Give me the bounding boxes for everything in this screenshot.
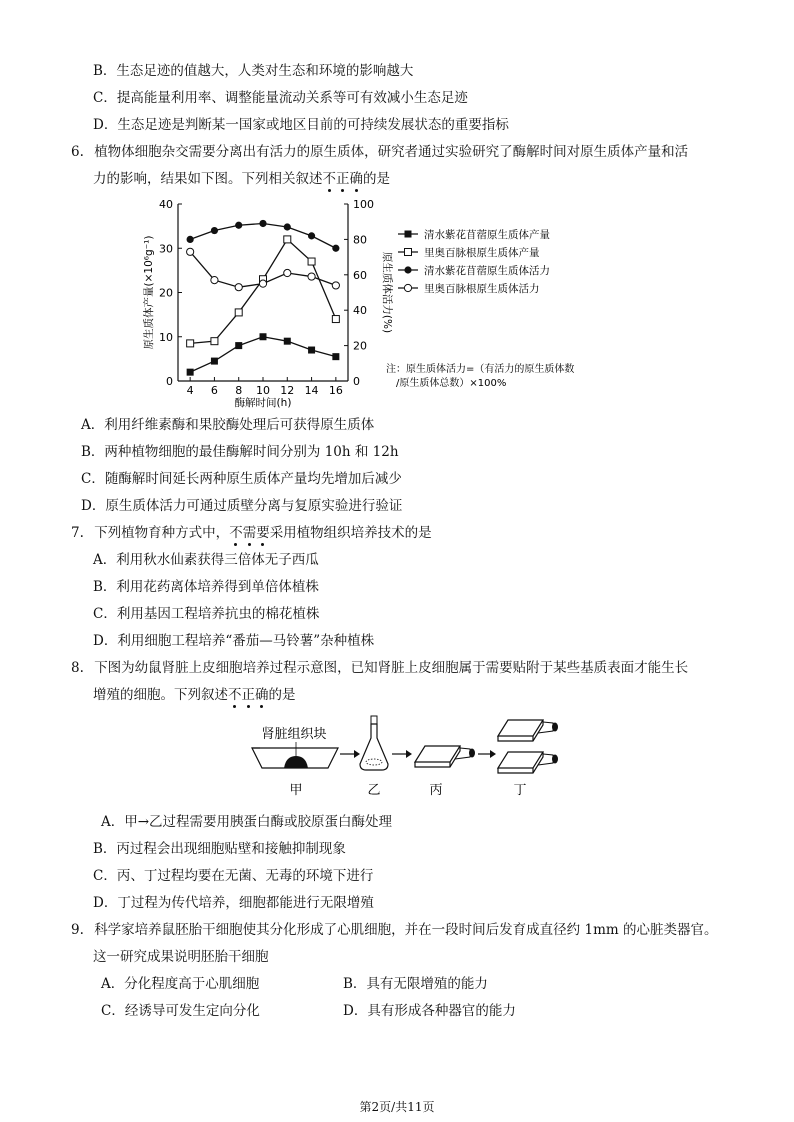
arrow-2 (392, 750, 412, 758)
option-b-prev: B．生态足迹的值越大，人类对生态和环境的影响越大 (93, 63, 414, 79)
legend-label-1: 里奥百脉根原生质体产量 (424, 247, 540, 259)
x-tick-label: 8 (235, 384, 243, 397)
bottle-bing (415, 746, 475, 767)
right-tick-label: 80 (353, 233, 367, 247)
bottle-ding-top (498, 720, 558, 741)
x-tick-label: 12 (280, 384, 295, 397)
left-tick-label: 30 (159, 242, 173, 256)
q9-option-d: D．具有形成各种器官的能力 (343, 1003, 516, 1019)
q7-option-a: A．利用秋水仙素获得三倍体无子西瓜 (93, 552, 319, 568)
label-ding: 丁 (513, 783, 527, 798)
option-c-prev: C．提高能量利用率、调整能量流动关系等可有效减小生态足迹 (93, 90, 468, 106)
cell-culture-figure (250, 712, 570, 802)
series-0-point (332, 353, 339, 360)
label-yi: 乙 (367, 783, 381, 798)
q9-option-b: B．具有无限增殖的能力 (343, 976, 488, 992)
q8-number: 8. (71, 660, 84, 676)
left-tick-label: 40 (159, 198, 173, 211)
legend-label-0: 清水紫花苜蓿原生质体产量 (424, 229, 550, 241)
series-0-point (211, 358, 218, 365)
series-1-point (284, 236, 291, 243)
q9-stem-line1: 9. 科学家培养鼠胚胎干细胞使其分化形成了心肌细胞，并在一段时间后发育成直径约 1mm 的心脏类器官。 (71, 922, 718, 938)
chart-note-line2: /原生质体总数）×100% (396, 378, 507, 389)
left-tick-label: 20 (159, 286, 173, 300)
option-d-prev: D．生态足迹是判断某一国家或地区目前的可持续发展状态的重要指标 (93, 117, 509, 133)
series-2-point (308, 232, 315, 239)
series-3-point (332, 282, 339, 289)
legend-marker-0 (405, 231, 412, 238)
series-2-point (211, 227, 218, 234)
q8-option-d: D．丁过程为传代培养，细胞都能进行无限增殖 (93, 895, 374, 911)
series-0-point (284, 338, 291, 345)
q6-option-c: C．随酶解时间延长两种原生质体产量均先增加后减少 (81, 471, 402, 487)
q6-stem-line2: 力的影响，结果如下图。下列相关叙述不正确的是 (93, 171, 390, 187)
series-0-point (187, 369, 194, 376)
cell-culture-svg (250, 712, 570, 802)
x-axis-label: 酶解时间(h) (234, 397, 292, 409)
q9-option-c: C．经诱导可发生定向分化 (101, 1003, 260, 1019)
q8-stem-line1: 8. 下图为幼鼠肾脏上皮细胞培养过程示意图，已知肾脏上皮细胞属于需要贴附于某些基质表面才能生长 (71, 660, 689, 676)
legend-label-3: 里奥百脉根原生质体活力 (424, 283, 540, 295)
series-0-point (260, 333, 267, 340)
chart-note-line1: 注：原生质体活力=（有活力的原生质体数 (386, 364, 575, 375)
series-2-point (259, 220, 266, 227)
series-2-point (284, 223, 291, 230)
arrow-3 (478, 750, 496, 758)
series-3-point (284, 269, 291, 276)
series-3-point (187, 248, 194, 255)
series-0-point (308, 347, 315, 354)
x-tick-label: 16 (328, 384, 343, 397)
q7-option-d: D．利用细胞工程培养“番茄—马铃薯”杂种植株 (93, 633, 375, 649)
x-tick-label: 4 (186, 384, 194, 397)
right-tick-label: 40 (353, 304, 367, 318)
series-3-point (235, 284, 242, 291)
series-0-point (235, 342, 242, 349)
series-2-point (187, 236, 194, 243)
series-1-point (332, 316, 339, 323)
series-3-point (308, 273, 315, 280)
legend-marker-2 (404, 266, 411, 273)
right-tick-label: 100 (353, 198, 374, 211)
q7-stem: 7. 下列植物育种方式中，不需要采用植物组织培养技术的是 (71, 525, 432, 541)
dish-jia (252, 724, 338, 768)
q6-option-a: A．利用纤维素酶和果胶酶处理后可获得原生质体 (81, 417, 375, 433)
right-tick-label: 0 (353, 375, 360, 388)
enzyme-time-chart (130, 192, 600, 409)
q6-option-d: D．原生质体活力可通过质壁分离与复原实验进行验证 (81, 498, 403, 514)
q9-option-a: A．分化程度高于心肌细胞 (101, 976, 260, 992)
q8-option-c: C．丙、丁过程均要在无菌、无毒的环境下进行 (93, 868, 374, 884)
q7-number: 7. (71, 525, 84, 541)
page-footer: 第2页/共11页 (359, 1100, 435, 1114)
legend-marker-1 (405, 249, 412, 256)
q8-option-b: B．丙过程会出现细胞贴壁和接触抑制现象 (93, 841, 346, 857)
arrow-1 (340, 750, 360, 758)
flask-yi (360, 716, 388, 770)
series-1-point (211, 338, 218, 345)
right-tick-label: 60 (353, 268, 367, 282)
chart-svg (130, 192, 600, 409)
q9-stem-line2: 这一研究成果说明胚胎干细胞 (93, 949, 269, 965)
bottle-ding-bottom (498, 752, 558, 773)
q6-number: 6. (71, 144, 84, 160)
series-3-point (211, 277, 218, 284)
q7-option-c: C．利用基因工程培养抗虫的棉花植株 (93, 606, 320, 622)
series-3-point (259, 280, 266, 287)
series-1-point (308, 258, 315, 265)
x-tick-label: 14 (304, 384, 319, 397)
left-y-axis-label: 原生质体产量(×10⁶g⁻¹) (143, 235, 155, 350)
label-bing: 丙 (429, 783, 443, 798)
x-tick-label: 10 (256, 384, 270, 397)
series-2-point (332, 245, 339, 252)
left-tick-label: 0 (166, 375, 173, 388)
q8-stem-line2: 增殖的细胞。下列叙述不正确的是 (93, 687, 296, 703)
legend-label-2: 清水紫花苜蓿原生质体活力 (424, 265, 550, 277)
q6-stem-line1: 6. 植物体细胞杂交需要分离出有活力的原生质体，研究者通过实验研究了酶解时间对原生质体产量和活 (71, 144, 689, 160)
series-1-point (187, 340, 194, 347)
q6-option-b: B．两种植物细胞的最佳酶解时间分别为 10h 和 12h (81, 444, 399, 460)
tissue-label: 肾脏组织块 (261, 727, 327, 742)
q8-option-a: A．甲→乙过程需要用胰蛋白酶或胶原蛋白酶处理 (101, 814, 393, 830)
q9-number: 9. (71, 922, 84, 938)
series-2-point (235, 222, 242, 229)
label-jia: 甲 (289, 783, 303, 798)
right-y-axis-label: 原生质体活力(%) (381, 251, 393, 334)
right-tick-label: 20 (353, 339, 367, 353)
left-tick-label: 10 (159, 330, 173, 344)
legend-marker-3 (404, 284, 411, 291)
series-line-1 (190, 239, 336, 343)
series-1-point (235, 309, 242, 316)
x-tick-label: 6 (210, 384, 218, 397)
q7-option-b: B．利用花药离体培养得到单倍体植株 (93, 579, 319, 595)
